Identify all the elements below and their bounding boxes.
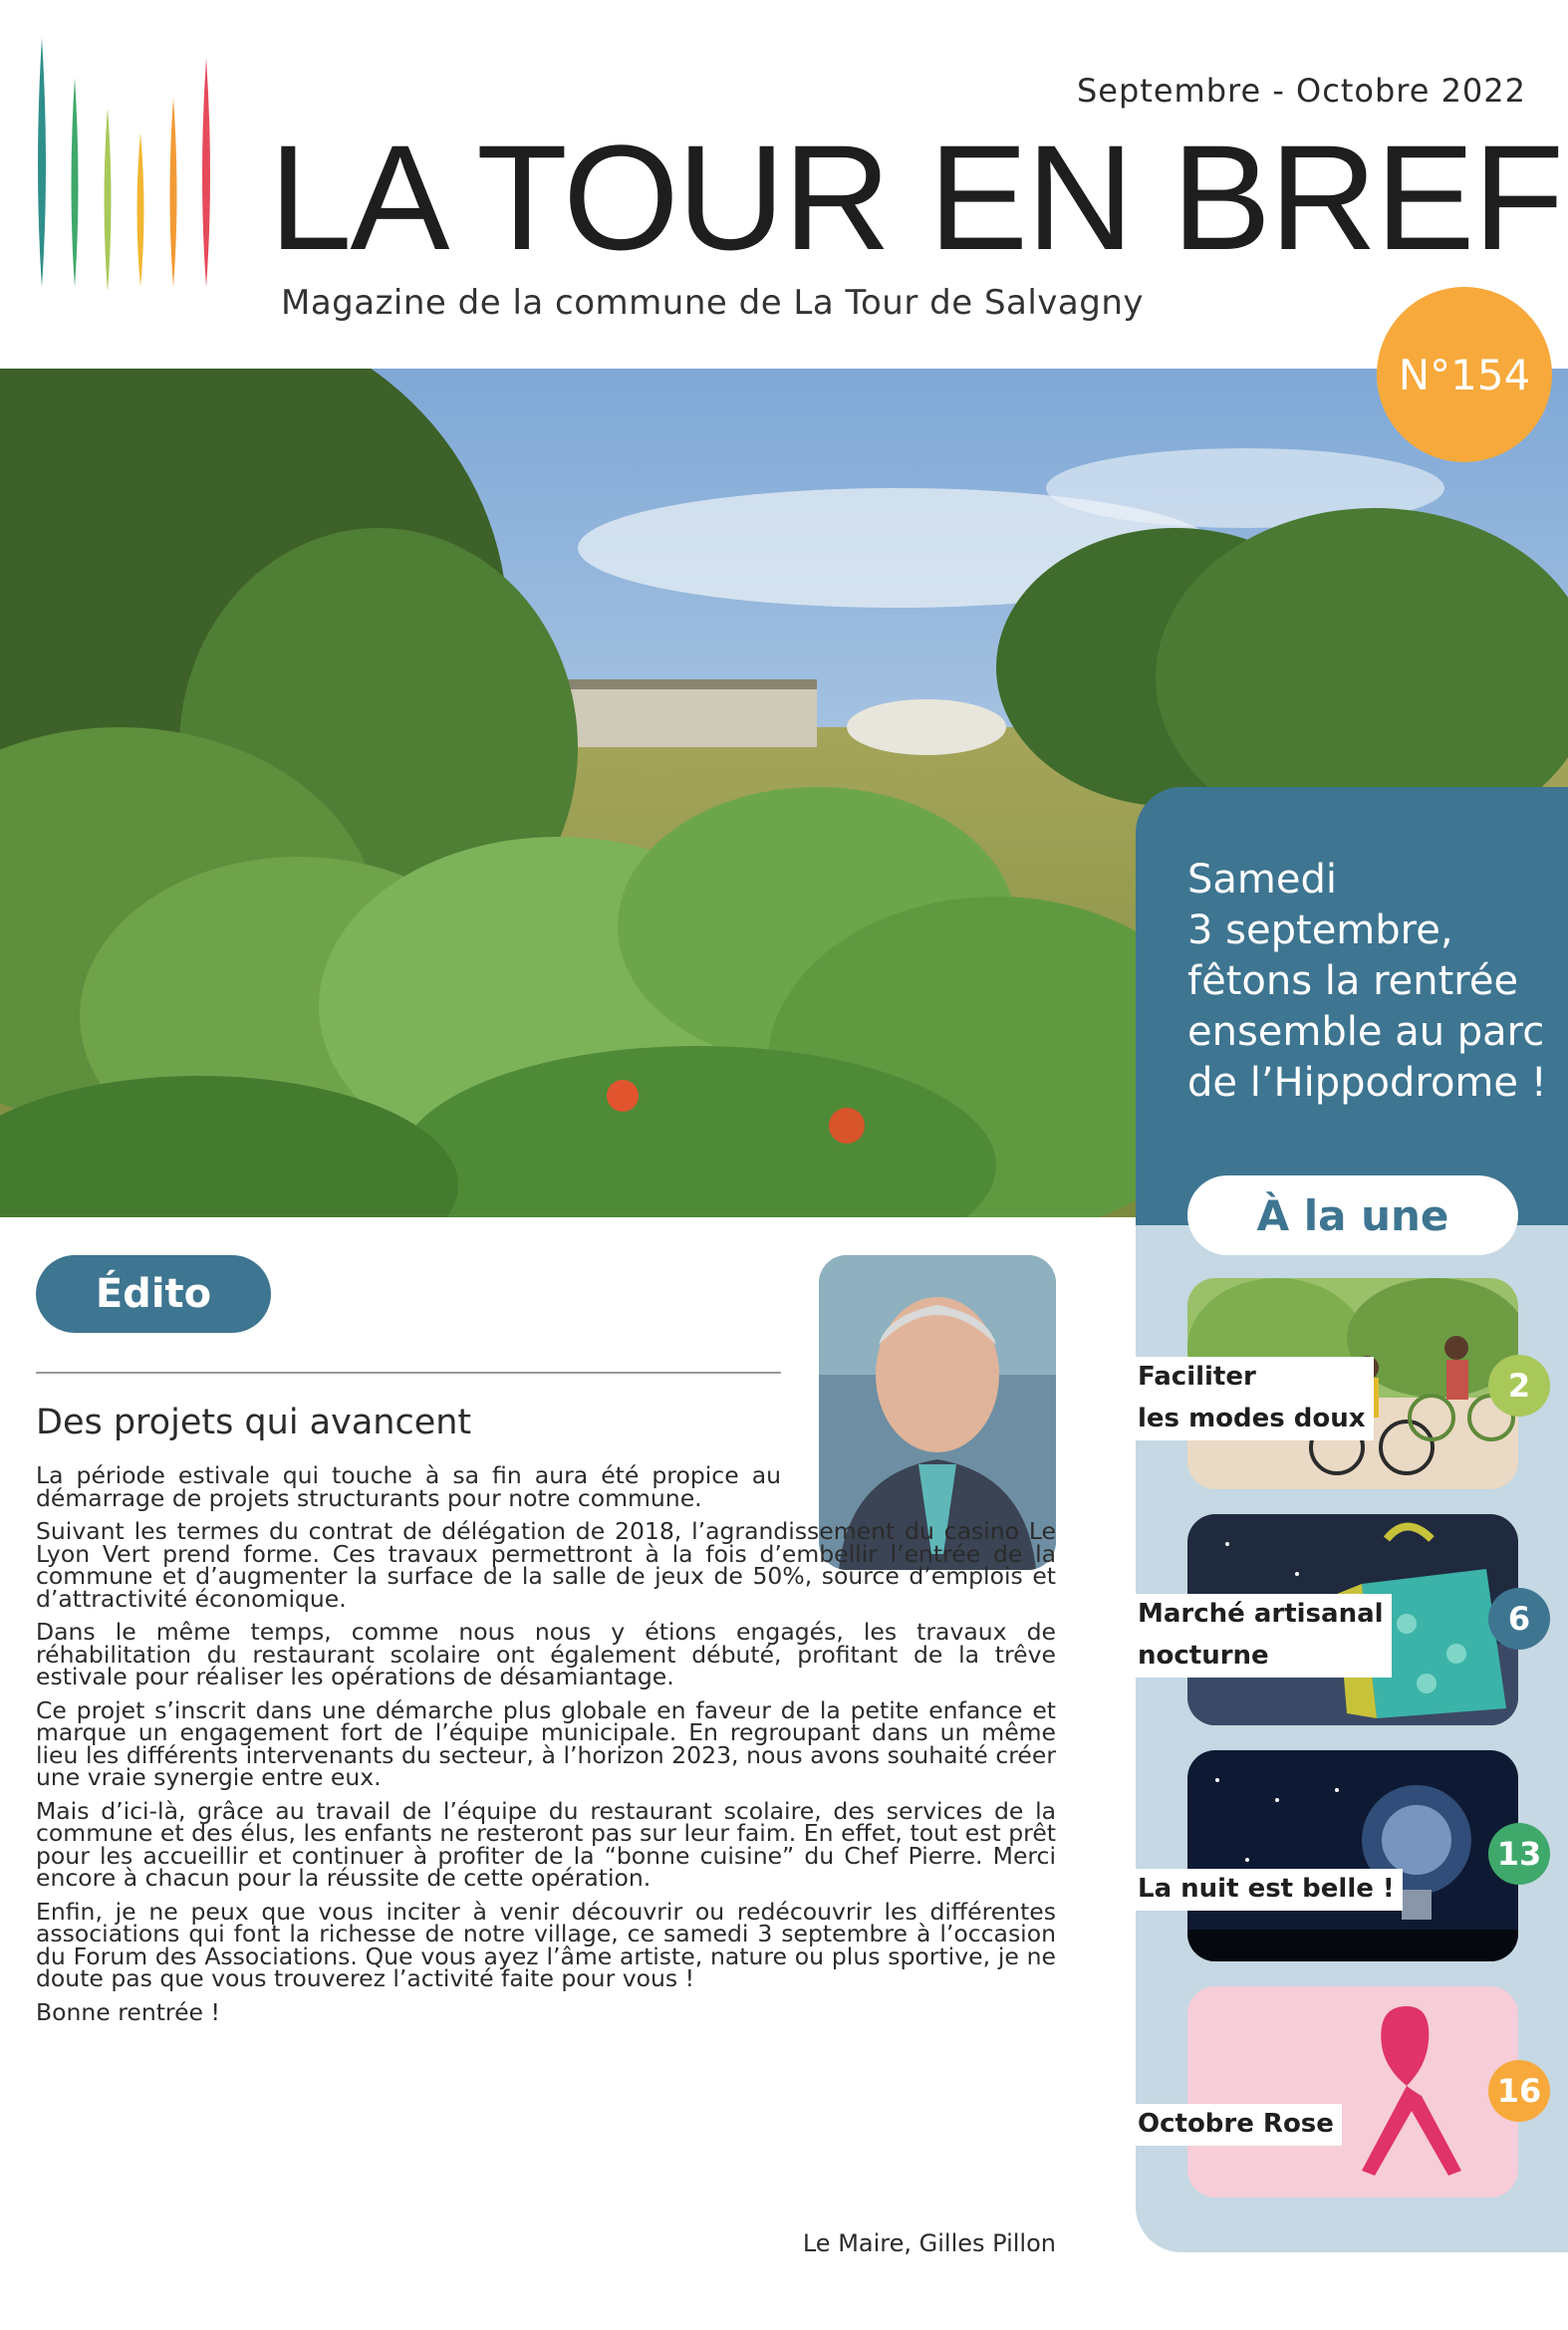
edito-body <box>36 1461 1056 2034</box>
edito-heading: Des projets qui avancent <box>36 1403 472 1442</box>
event-line: Samedi <box>1187 857 1337 903</box>
edito-paragraph: Mais d’ici-là, grâce au travail de l’équipe du restaurant scolaire, des services de la commune et des élus, les enfants ne resteront pas sur leur faim. En effet, tout est prêt pour les accueillir et continuer à profiter de la “bonne cuisine” du Chef Pierre. Merci encore à chacun pour la réussite de cette opération. <box>36 1796 1056 1892</box>
edito-paragraph: Suivant les termes du contrat de délégation de 2018, l’agrandissement du casino Le Lyon Vert prend forme. Ces travaux permettront à la fois d’embellir l’entrée de la commune et d’augmenter la surface de la salle de jeux de 50%, source d’emplois et d’attractivité économique. <box>36 1517 1056 1613</box>
issue-date: Septembre - Octobre 2022 <box>1076 72 1526 110</box>
card-label-line: Faciliter <box>1132 1357 1374 1399</box>
card-label-line: Marché artisanal <box>1132 1594 1392 1636</box>
page-number-badge: 13 <box>1488 1823 1550 1885</box>
page-number-badge: 16 <box>1488 2060 1550 2122</box>
magazine-subtitle: Magazine de la commune de La Tour de Salvagny <box>281 283 1145 323</box>
edito-paragraph: La période estivale qui touche à sa fin aura été propice au démarrage de projets structurants pour notre commune. <box>36 1461 781 1512</box>
card-label-line: nocturne <box>1132 1636 1392 1678</box>
signature: Le Maire, Gilles Pillon <box>802 2229 1056 2257</box>
card-label-line: La nuit est belle ! <box>1132 1869 1403 1911</box>
card-octobre-rose[interactable] <box>1187 1986 1518 2198</box>
logo-bars-icon <box>30 38 229 297</box>
card-label-marche-artisanal <box>1132 1594 1392 1678</box>
event-line: 3 septembre, <box>1187 907 1453 953</box>
card-nuit-est-belle[interactable] <box>1187 1750 1518 1961</box>
event-line: ensemble au parc <box>1187 1009 1545 1055</box>
edito-label: Édito <box>36 1255 271 1333</box>
magazine-title: LA TOUR EN BREF <box>269 114 1563 281</box>
card-label-line: Octobre Rose <box>1132 2104 1342 2146</box>
divider <box>36 1372 781 1374</box>
issue-number-badge: N°154 <box>1377 287 1552 462</box>
card-label-line: les modes doux <box>1132 1399 1374 1440</box>
a-la-une-title: À la une <box>1187 1175 1518 1255</box>
card-label-nuit-est-belle <box>1132 1869 1403 1911</box>
page-number-badge: 6 <box>1488 1588 1550 1650</box>
edito-paragraph: Ce projet s’inscrit dans une démarche plus globale en faveur de la petite enfance et marque un engagement fort de l’équipe municipale. En regroupant dans un même lieu les différents intervenants du secteur, à l’horizon 2023, nous avons souhaité créer une vraie synergie entre eux. <box>36 1695 1056 1791</box>
event-line: de l’Hippodrome ! <box>1187 1060 1547 1106</box>
card-label-octobre-rose <box>1132 2104 1342 2146</box>
edito-paragraph: Enfin, je ne peux que vous inciter à venir découvrir ou redécouvrir les différentes associations qui font la richesse de notre village, ce samedi 3 septembre à l’occasion du Forum des Associations. Que vous ayez l’âme artiste, nature ou plus sportive, je ne doute pas que vous trouverez l’activité faite pour vous ! <box>36 1897 1056 1992</box>
edito-paragraph: Bonne rentrée ! <box>36 1997 220 2026</box>
event-line: fêtons la rentrée <box>1187 958 1519 1004</box>
page-number-badge: 2 <box>1488 1355 1550 1417</box>
night-sky-lightbulb-icon <box>1187 1750 1518 1961</box>
edito-paragraph: Dans le même temps, comme nous nous y étions engagés, les travaux de réhabilitation du restaurant scolaire ont également débuté, profitant de la trêve estivale pour réaliser les opérations de désamiantage. <box>36 1618 1056 1690</box>
event-announcement <box>1187 855 1558 1109</box>
pink-ribbon-icon <box>1187 1986 1518 2198</box>
card-label-modes-doux <box>1132 1357 1374 1440</box>
